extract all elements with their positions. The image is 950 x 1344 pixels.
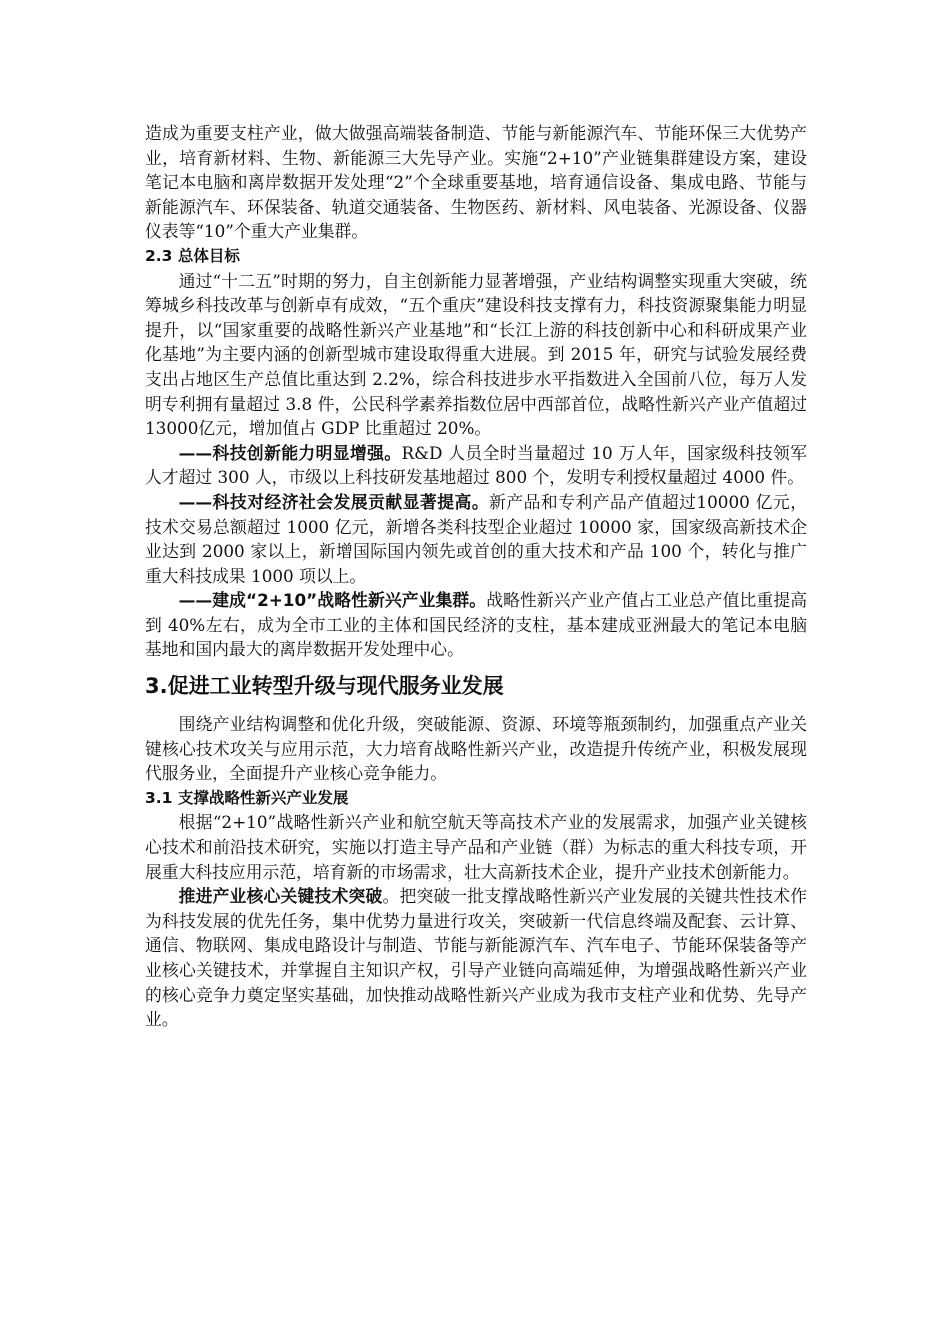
goal-item-innovation-lead: ——科技创新能力明显增强。	[178, 442, 402, 463]
goal-item-innovation	[145, 441, 807, 490]
section-3-1-paragraph: 根据“2+10”战略性新兴产业和航空航天等高技术产业的发展需求，加强产业关键核心技术和前沿技术研究，实施以打造主导产品和产业链（群）为标志的重大科技专项，开展重大科技应用示范，培育新的市场需求，壮大高新技术企业，提升产业技术创新能力。	[145, 812, 807, 882]
key-technology-text: 。把突破一批支撑战略性新兴产业发展的关键共性技术作为科技发展的优先任务，集中优势力量进行攻关，突破新一代信息终端及配套、云计算、通信、物联网、集成电路设计与制造、节能与新能源汽车、汽车电子、节能环保装备等产业核心关键技术，并掌握自主知识产权，引导产业链向高端延伸，为增强战略性新兴产业的核心竞争力奠定坚实基础，加快推动战略性新兴产业成为我市支柱产业和优势、先导产业。	[145, 886, 807, 1030]
goal-item-cluster-text: 战略性新兴产业产值占工业总产值比重提高到 40%左右，成为全市工业的主体和国民经济的支柱，基本建成亚洲最大的笔记本电脑基地和国内最大的离岸数据开发处理中心。	[145, 590, 807, 660]
section-heading-3: 3.促进工业转型升级与现代服务业发展	[145, 674, 504, 699]
document-page	[145, 121, 807, 1032]
section-heading-3-1: 3.1 支撑战略性新兴产业发展	[145, 788, 349, 807]
goal-item-contribution-lead: ——科技对经济社会发展贡献显著提高。	[178, 491, 490, 512]
goal-item-cluster-lead: ——建成“2+10”战略性新兴产业集群。	[178, 590, 487, 611]
section-3-paragraph: 围绕产业结构调整和优化升级，突破能源、资源、环境等瓶颈制约，加强重点产业关键核心技术攻关与应用示范，大力培育战略性新兴产业，改造提升传统产业，积极发展现代服务业，全面提升产业核心竞争能力。	[145, 714, 807, 784]
section-heading-2-3: 2.3 总体目标	[145, 246, 240, 265]
key-technology-lead: 推进产业核心关键技术突破	[178, 886, 383, 907]
goal-item-cluster	[145, 588, 807, 662]
intro-paragraph: 造成为重要支柱产业，做大做强高端装备制造、节能与新能源汽车、节能环保三大优势产业，培育新材料、生物、新能源三大先导产业。实施“2+10”产业链集群建设方案，建设笔记本电脑和离岸数据开发处理“2”个全球重要基地，培育通信设备、集成电路、节能与新能源汽车、环保装备、轨道交通装备、生物医药、新材料、风电装备、光源设备、仪器仪表等“10”个重大产业集群。	[145, 123, 807, 242]
goal-item-innovation-text: R&D 人员全时当量超过 10 万人年，国家级科技领军人才超过 300 人，市级以上科技研发基地超过 800 个，发明专利授权量超过 4000 件。	[145, 442, 807, 488]
key-technology-paragraph	[145, 884, 807, 1032]
overall-goal-paragraph: 通过“十二五”时期的努力，自主创新能力显著增强，产业结构调整实现重大突破，统筹城乡科技改革与创新卓有成效，“五个重庆”建设科技支撑有力，科技资源聚集能力明显提升，以“国家重要的战略性新兴产业基地”和“长江上游的科技创新中心和科研成果产业化基地”为主要内涵的创新型城市建设取得重大进展。到 2015 年，研究与试验发展经费支出占地区生产总值比重达到 2.2%，综合科技进步水平指数进入全国前八位，每万人发明专利拥有量超过 3.8 件，公民科学素养指数位居中西部首位，战略性新兴产业产值超过 13000亿元，增加值占 GDP 比重超过 20%。	[145, 270, 807, 439]
goal-item-contribution	[145, 490, 807, 588]
goal-item-contribution-text: 新产品和专利产品产值超过10000 亿元，技术交易总额超过 1000 亿元，新增各类科技型企业超过 10000 家，国家级高新技术企业达到 2000 家以上，新增国际国内领先或首创的重大技术和产品 100 个，转化与推广重大科技成果 1000 项以上。	[145, 491, 807, 586]
